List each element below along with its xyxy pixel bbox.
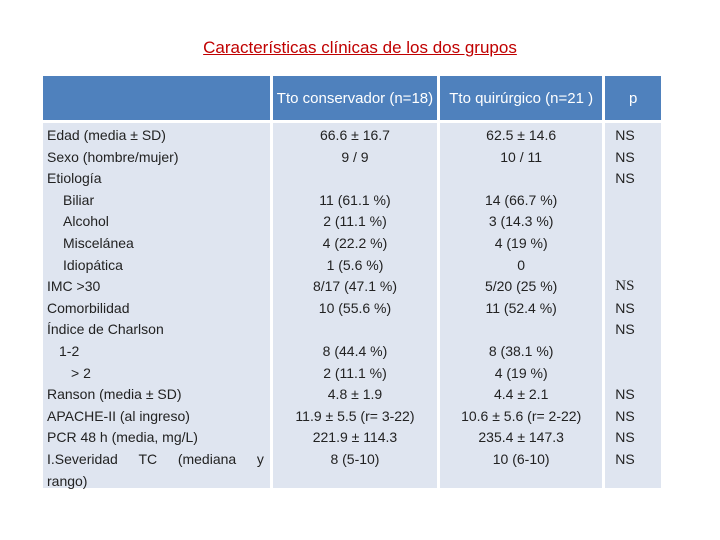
table-cell: 221.9 ± 114.3 xyxy=(312,429,398,446)
table-cell: 10.6 ± 5.6 (r= 2-22) xyxy=(461,407,582,424)
table-cell: 10 (6-10) xyxy=(492,450,550,467)
table-cell: 4.4 ± 2.1 xyxy=(493,386,549,403)
header-conservador: Tto conservador (n=18) xyxy=(273,76,437,120)
table-cell: 235.4 ± 147.3 xyxy=(478,429,564,446)
p-value: NS xyxy=(615,148,635,165)
row-label: Sexo (hombre/mujer) xyxy=(47,148,179,165)
table-cell: 8 (5-10) xyxy=(330,450,380,467)
p-value: NS xyxy=(615,450,635,467)
table-cell: 11 (52.4 %) xyxy=(485,299,557,316)
p-value: NS xyxy=(615,127,635,143)
table-cell: 10 / 11 xyxy=(500,148,543,165)
row-label-severidad xyxy=(43,449,270,471)
row-label: IMC >30 xyxy=(47,278,101,295)
conservador-column xyxy=(273,123,437,488)
table-cell: 2 (11.1 %) xyxy=(323,364,387,381)
p-value xyxy=(605,363,661,385)
table-cell: 8/17 (47.1 %) xyxy=(312,278,397,295)
table-cell xyxy=(440,319,602,341)
severidad-word: I.Severidad xyxy=(47,450,118,467)
table-cell: 4 (22.2 %) xyxy=(322,234,388,251)
table-header xyxy=(43,76,661,120)
p-value: NS xyxy=(615,278,635,295)
header-p: p xyxy=(605,76,661,120)
table-cell: 5/20 (25 %) xyxy=(484,278,558,295)
table-cell: 1 (5.6 %) xyxy=(326,256,384,273)
severidad-word: y xyxy=(256,450,264,467)
p-value xyxy=(605,190,661,212)
p-value xyxy=(605,341,661,363)
table-cell: 9 / 9 xyxy=(341,148,369,165)
p-value xyxy=(605,211,661,233)
page-title: Características clínicas de los dos grupos xyxy=(203,38,517,57)
row-label: Ranson (media ± SD) xyxy=(47,386,182,403)
labels-column xyxy=(43,123,270,488)
row-label: Etiología xyxy=(47,170,102,187)
row-label: Comorbilidad xyxy=(47,299,130,316)
table-cell: 4 (19 %) xyxy=(494,234,548,251)
table-cell: 14 (66.7 %) xyxy=(484,191,558,208)
p-value: NS xyxy=(615,429,635,446)
table-cell: 3 (14.3 %) xyxy=(488,213,554,230)
row-label: Edad (media ± SD) xyxy=(47,127,166,143)
p-value: NS xyxy=(615,407,635,424)
table-cell xyxy=(440,168,602,190)
row-label: APACHE-II (al ingreso) xyxy=(47,407,190,424)
severidad-word: (mediana xyxy=(177,450,237,467)
table-cell xyxy=(273,319,437,341)
clinical-table xyxy=(43,76,661,488)
table-cell xyxy=(273,168,437,190)
header-empty xyxy=(43,76,270,120)
header-quirurgico: Tto quirúrgico (n=21 ) xyxy=(440,76,602,120)
row-label: 1-2 xyxy=(59,342,80,359)
table-body xyxy=(43,123,661,488)
row-label: Alcohol xyxy=(63,213,109,230)
row-label: Índice de Charlson xyxy=(47,321,164,338)
table-cell: 2 (11.1 %) xyxy=(323,213,387,230)
table-cell: 8 (44.4 %) xyxy=(322,342,388,359)
table-cell: 0 xyxy=(517,256,526,273)
quirurgico-column xyxy=(440,123,602,488)
row-label: Miscelánea xyxy=(63,234,134,251)
table-cell: 4 (19 %) xyxy=(494,364,548,381)
row-label: > 2 xyxy=(71,364,91,381)
table-cell: 11.9 ± 5.5 (r= 3-22) xyxy=(295,407,415,424)
table-cell: 8 (38.1 %) xyxy=(488,342,554,359)
row-label: rango) xyxy=(47,472,88,489)
p-value xyxy=(605,255,661,277)
p-value: NS xyxy=(615,386,635,403)
table-cell: 4.8 ± 1.9 xyxy=(327,386,383,403)
p-value: NS xyxy=(615,321,635,338)
table-cell: 66.6 ± 16.7 xyxy=(319,127,390,143)
table-cell: 10 (55.6 %) xyxy=(318,299,392,316)
p-value: NS xyxy=(615,299,635,316)
severidad-word: TC xyxy=(138,450,158,467)
row-label: Idiopática xyxy=(63,256,123,273)
table-cell: 11 (61.1 %) xyxy=(319,191,391,208)
row-label: PCR 48 h (media, mg/L) xyxy=(47,429,198,446)
p-value xyxy=(605,233,661,255)
p-column xyxy=(605,123,661,488)
table-cell: 62.5 ± 14.6 xyxy=(486,127,557,143)
row-label: Biliar xyxy=(63,191,95,208)
p-value: NS xyxy=(615,170,635,187)
